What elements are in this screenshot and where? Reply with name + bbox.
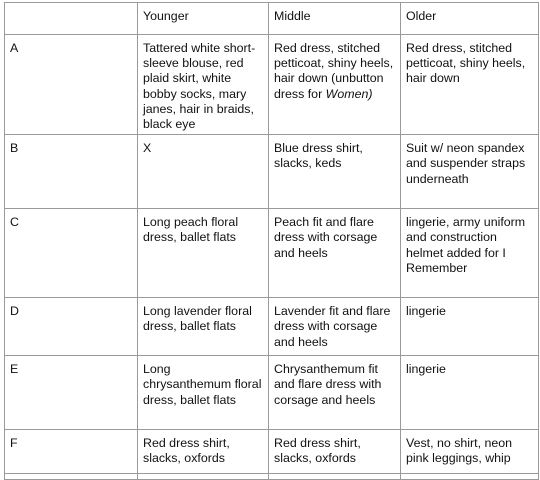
header-cell-blank	[5, 3, 138, 35]
older-cell: Red dress, stitched petticoat, shiny heels, hair down	[401, 35, 539, 135]
older-cell: lingerie	[401, 298, 539, 356]
row-id-cell: A	[5, 35, 138, 135]
middle-cell: Blue dress shirt, slacks, keds	[269, 135, 401, 209]
middle-text: Red dress, stitched petticoat, shiny heels, hair down (unbutton dress for	[274, 41, 394, 101]
table-row	[5, 356, 539, 430]
younger-cell: Long peach floral dress, ballet flats	[138, 209, 269, 298]
older-cell: Suit w/ neon spandex and suspender straps underneath	[401, 135, 539, 209]
table-row	[5, 35, 539, 135]
table-row	[5, 135, 539, 209]
younger-cell: X	[138, 135, 269, 209]
younger-cell: Red dress shirt, slacks, oxfords	[138, 430, 269, 474]
middle-cell: Peach fit and flare dress with corsage and heels	[269, 209, 401, 298]
header-cell-older: Older	[401, 3, 539, 35]
row-id-cell: E	[5, 356, 138, 430]
younger-cell: Long chrysanthemum floral dress, ballet flats	[138, 356, 269, 430]
table-row	[5, 209, 539, 298]
header-row	[5, 3, 539, 35]
row-id-cell: F	[5, 430, 138, 474]
costume-table	[4, 2, 539, 480]
table-row	[5, 430, 539, 474]
row-id-cell: B	[5, 135, 138, 209]
row-id-cell: D	[5, 298, 138, 356]
row-id-cell: C	[5, 209, 138, 298]
older-cell: lingerie	[401, 356, 539, 430]
older-cell: Vest, no shirt, neon pink leggings, whip	[401, 430, 539, 474]
header-cell-middle: Middle	[269, 3, 401, 35]
younger-cell: Tattered white short-sleeve blouse, red plaid skirt, white bobby socks, mary janes, hair in braids, black eye	[138, 35, 269, 135]
table-row	[5, 298, 539, 356]
middle-italic-note: Women)	[325, 86, 373, 101]
younger-cell: Long lavender floral dress, ballet flats	[138, 298, 269, 356]
middle-cell: Chrysanthemum fit and flare dress with corsage and heels	[269, 356, 401, 430]
middle-cell: Red dress shirt, slacks, oxfords	[269, 430, 401, 474]
middle-cell	[269, 35, 401, 135]
older-cell: lingerie, army uniform and construction helmet added for I Remember	[401, 209, 539, 298]
header-cell-younger: Younger	[138, 3, 269, 35]
middle-cell: Lavender fit and flare dress with corsage and heels	[269, 298, 401, 356]
